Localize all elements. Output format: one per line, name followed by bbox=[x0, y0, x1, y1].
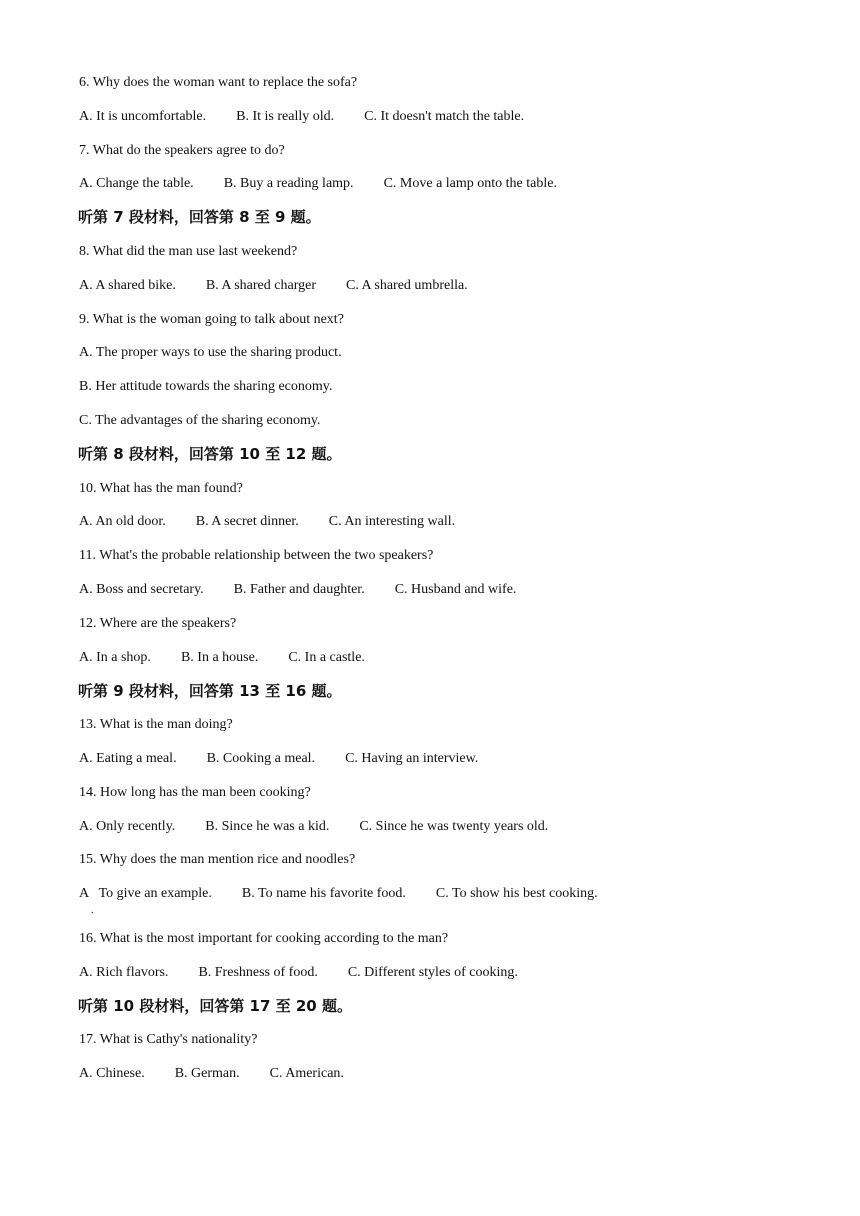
question-16: 16. What is the most important for cooking according to the man? bbox=[79, 931, 449, 946]
options-16 bbox=[79, 964, 518, 982]
option-11b: B. Father and daughter. bbox=[233, 582, 365, 597]
options-10 bbox=[79, 513, 455, 531]
question-14: 14. How long has the man been cooking? bbox=[79, 785, 311, 800]
options-12 bbox=[79, 649, 365, 667]
question-15: 15. Why does the man mention rice and noodles? bbox=[79, 852, 356, 867]
option-13c: C. Having an interview. bbox=[345, 751, 479, 766]
question-6: 6. Why does the woman want to replace the sofa? bbox=[79, 75, 358, 90]
question-7: 7. What do the speakers agree to do? bbox=[79, 143, 285, 158]
option-16a: A. Rich flavors. bbox=[79, 965, 169, 980]
option-7a: A. Change the table. bbox=[79, 176, 194, 191]
option-15b: B. To name his favorite food. bbox=[241, 886, 406, 901]
option-11c: C. Husband and wife. bbox=[394, 582, 517, 597]
option-12b: B. In a house. bbox=[180, 650, 259, 665]
options-15 bbox=[79, 885, 598, 903]
options-11 bbox=[79, 581, 516, 599]
option-9c: C. The advantages of the sharing economy. bbox=[79, 413, 321, 428]
option-14c: C. Since he was twenty years old. bbox=[359, 819, 549, 834]
question-10: 10. What has the man found? bbox=[79, 481, 243, 496]
option-14b: B. Since he was a kid. bbox=[205, 819, 330, 834]
options-14 bbox=[79, 818, 548, 836]
question-13: 13. What is the man doing? bbox=[79, 717, 233, 732]
option-16c: C. Different styles of cooking. bbox=[347, 965, 518, 980]
option-10a: A. An old door. bbox=[79, 514, 166, 529]
option-8b: B. A shared charger bbox=[205, 278, 316, 293]
options-13 bbox=[79, 750, 478, 768]
question-17: 17. What is Cathy's nationality? bbox=[79, 1032, 258, 1047]
option-6a: A. It is uncomfortable. bbox=[79, 109, 207, 124]
option-16b: B. Freshness of food. bbox=[198, 965, 318, 980]
option-11a: A. Boss and secretary. bbox=[79, 582, 204, 597]
option-15a: A To give an example. bbox=[79, 886, 212, 901]
option-17a: A. Chinese. bbox=[79, 1066, 145, 1081]
question-9: 9. What is the woman going to talk about next? bbox=[79, 312, 344, 327]
option-10c: C. An interesting wall. bbox=[328, 514, 456, 529]
question-12: 12. Where are the speakers? bbox=[79, 616, 237, 631]
option-12a: A. In a shop. bbox=[79, 650, 151, 665]
options-7 bbox=[79, 175, 557, 193]
option-8c: C. A shared umbrella. bbox=[345, 278, 468, 293]
section-heading-7: 听第 7 段材料，回答第 8 至 9 题。 bbox=[78, 208, 321, 226]
option-6b: B. It is really old. bbox=[236, 109, 335, 124]
option-12c: C. In a castle. bbox=[288, 650, 365, 665]
question-8: 8. What did the man use last weekend? bbox=[79, 244, 298, 259]
options-17 bbox=[79, 1065, 344, 1083]
question-11: 11. What's the probable relationship between the two speakers? bbox=[79, 548, 434, 563]
option-14a: A. Only recently. bbox=[79, 819, 176, 834]
options-8 bbox=[79, 277, 468, 295]
section-heading-8: 听第 8 段材料，回答第 10 至 12 题。 bbox=[78, 445, 342, 463]
option-13b: B. Cooking a meal. bbox=[206, 751, 316, 766]
option-6c: C. It doesn't match the table. bbox=[364, 109, 525, 124]
section-heading-10: 听第 10 段材料，回答第 17 至 20 题。 bbox=[78, 997, 352, 1015]
option-9a: A. The proper ways to use the sharing product. bbox=[79, 345, 342, 360]
option-8a: A. A shared bike. bbox=[79, 278, 176, 293]
option-17b: B. German. bbox=[174, 1066, 240, 1081]
option-7c: C. Move a lamp onto the table. bbox=[383, 176, 557, 191]
options-6 bbox=[79, 108, 524, 126]
option-10b: B. A secret dinner. bbox=[195, 514, 299, 529]
option-15c: C. To show his best cooking. bbox=[435, 886, 598, 901]
option-17c: C. American. bbox=[269, 1066, 344, 1081]
option-7b: B. Buy a reading lamp. bbox=[223, 176, 354, 191]
stray-dot-mark: . bbox=[91, 905, 94, 916]
option-9b: B. Her attitude towards the sharing economy. bbox=[79, 379, 333, 394]
section-heading-9: 听第 9 段材料，回答第 13 至 16 题。 bbox=[78, 682, 342, 700]
option-13a: A. Eating a meal. bbox=[79, 751, 177, 766]
